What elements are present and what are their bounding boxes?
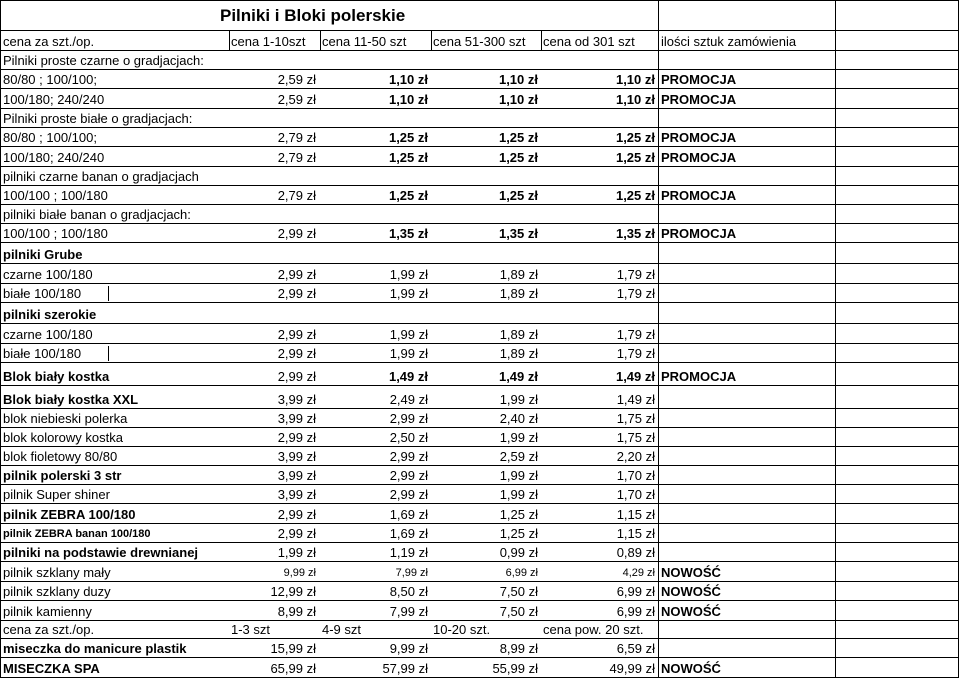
grid-line bbox=[0, 69, 959, 70]
product-name: 80/80 ; 100/100; bbox=[3, 72, 97, 87]
grid-line bbox=[541, 30, 542, 50]
section-label: Pilniki proste czarne o gradjacjach: bbox=[3, 53, 204, 68]
status-note bbox=[658, 638, 838, 657]
price-tier-3: 2,59 zł bbox=[499, 449, 538, 464]
grid-line bbox=[0, 30, 959, 31]
table-row bbox=[0, 185, 959, 204]
price-tier-3: 1,35 zł bbox=[498, 226, 538, 241]
status-note: PROMOCJA bbox=[661, 92, 737, 107]
grid-line bbox=[0, 323, 959, 324]
section-label: Pilniki proste białe o gradjacjach: bbox=[3, 111, 193, 126]
status-note bbox=[658, 263, 838, 283]
price-tier-3: 7,50 zł bbox=[499, 584, 538, 599]
subheader-row bbox=[0, 620, 959, 638]
product-name: 100/180; 240/240 bbox=[3, 150, 105, 165]
table-row bbox=[0, 523, 959, 542]
product-name: cena za szt./op. bbox=[3, 622, 95, 637]
price-tier-4: 1,15 zł bbox=[616, 526, 655, 541]
grid-line bbox=[0, 542, 959, 543]
product-name: 80/80 ; 100/100; bbox=[3, 130, 97, 145]
price-tier-3: 0,99 zł bbox=[499, 545, 538, 560]
header-order-quantity: ilości sztuk zamówienia bbox=[661, 34, 797, 49]
header-price-tier-4: cena od 301 szt bbox=[543, 34, 635, 49]
price-tier-3: 1,25 zł bbox=[499, 526, 538, 541]
price-tier-3: 1,25 zł bbox=[498, 188, 538, 203]
status-note: NOWOŚĆ bbox=[661, 565, 721, 580]
price-tier-2: 2,99 zł bbox=[389, 449, 428, 464]
price-tier-4: 0,89 zł bbox=[616, 545, 655, 560]
price-tier-1: 2,99 zł bbox=[277, 369, 316, 384]
grid-line bbox=[0, 146, 959, 147]
price-tier-3: 1,89 zł bbox=[499, 327, 538, 342]
grid-line bbox=[0, 88, 959, 89]
table-row bbox=[0, 385, 959, 408]
product-name: Blok biały kostka bbox=[3, 369, 110, 384]
price-tier-2: 7,99 zł bbox=[389, 604, 428, 619]
price-tier-2: 7,99 zł bbox=[395, 567, 428, 579]
grid-line bbox=[0, 362, 959, 363]
status-note bbox=[658, 503, 838, 523]
section-label: pilniki szerokie bbox=[3, 307, 97, 322]
price-tier-2: 1,69 zł bbox=[389, 526, 428, 541]
price-tier-4: 1,49 zł bbox=[615, 369, 655, 384]
price-tier-2: 2,99 zł bbox=[389, 468, 428, 483]
table-row bbox=[0, 343, 959, 362]
price-tier-3: 1,99 zł bbox=[499, 430, 538, 445]
product-name: blok niebieski polerka bbox=[3, 411, 128, 426]
price-tier-3: 1,10 zł bbox=[498, 92, 538, 107]
cell-divider bbox=[108, 286, 109, 301]
price-tier-2: 1,10 zł bbox=[388, 92, 428, 107]
price-tier-2: 2,99 zł bbox=[389, 411, 428, 426]
product-name: pilnik ZEBRA banan 100/180 bbox=[3, 528, 151, 540]
grid-line bbox=[0, 484, 959, 485]
grid-line bbox=[0, 620, 959, 621]
product-name: pilnik szklany duzy bbox=[3, 584, 111, 599]
product-name: miseczka do manicure plastik bbox=[3, 641, 187, 656]
product-name: pilnik polerski 3 str bbox=[3, 468, 122, 483]
price-tier-1: 2,79 zł bbox=[277, 130, 316, 145]
grid-line bbox=[0, 223, 959, 224]
price-tier-1: 2,99 zł bbox=[277, 286, 316, 301]
grid-line bbox=[0, 166, 959, 167]
header-price-tier-2: cena 11-50 szt bbox=[322, 34, 407, 49]
status-note: PROMOCJA bbox=[661, 130, 737, 145]
price-tier-2: 1,99 zł bbox=[389, 267, 428, 282]
status-note: NOWOŚĆ bbox=[661, 661, 721, 676]
status-note bbox=[658, 484, 838, 503]
status-note: PROMOCJA bbox=[661, 369, 737, 384]
price-tier-4: 6,59 zł bbox=[616, 641, 655, 656]
grid-line bbox=[0, 185, 959, 186]
table-row bbox=[0, 223, 959, 242]
price-tier-1: 3,99 zł bbox=[277, 487, 316, 502]
grid-line bbox=[0, 263, 959, 264]
price-tier-3: 1,25 zł bbox=[498, 130, 538, 145]
price-tier-1: 2,99 zł bbox=[277, 430, 316, 445]
table-row bbox=[0, 561, 959, 581]
product-name: blok kolorowy kostka bbox=[3, 430, 123, 445]
cell-divider bbox=[108, 346, 109, 361]
price-tier-1: 2,99 zł bbox=[277, 507, 316, 522]
table-row bbox=[0, 263, 959, 283]
status-note bbox=[658, 542, 838, 561]
grid-line bbox=[0, 561, 959, 562]
price-tier-4: 1,25 zł bbox=[615, 188, 655, 203]
price-tier-2: 1,99 zł bbox=[389, 327, 428, 342]
price-tier-4: 2,20 zł bbox=[616, 449, 655, 464]
price-tier-2: 1,25 zł bbox=[388, 150, 428, 165]
price-tier-4: 1,75 zł bbox=[616, 430, 655, 445]
price-tier-2: 9,99 zł bbox=[389, 641, 428, 656]
grid-line bbox=[0, 242, 959, 243]
subheader-tier-4: cena pow. 20 szt. bbox=[543, 622, 644, 637]
status-note: PROMOCJA bbox=[661, 226, 737, 241]
price-tier-3: 1,10 zł bbox=[498, 72, 538, 87]
price-tier-1: 8,99 zł bbox=[277, 604, 316, 619]
price-tier-2: 1,99 zł bbox=[389, 346, 428, 361]
table-row bbox=[0, 362, 959, 385]
grid-line bbox=[229, 30, 230, 50]
price-tier-4: 4,29 zł bbox=[622, 567, 655, 579]
price-tier-3: 1,25 zł bbox=[498, 150, 538, 165]
grid-line bbox=[0, 581, 959, 582]
price-tier-1: 9,99 zł bbox=[283, 567, 316, 579]
price-tier-4: 1,25 zł bbox=[615, 150, 655, 165]
status-note: NOWOŚĆ bbox=[661, 584, 721, 599]
price-tier-4: 1,70 zł bbox=[616, 487, 655, 502]
grid-line bbox=[0, 108, 959, 109]
section-row bbox=[0, 108, 959, 127]
status-note bbox=[658, 446, 838, 465]
status-note bbox=[658, 427, 838, 446]
table-row bbox=[0, 283, 959, 302]
status-note bbox=[658, 343, 838, 362]
status-note bbox=[658, 523, 838, 542]
price-tier-1: 65,99 zł bbox=[270, 661, 316, 676]
price-tier-1: 2,79 zł bbox=[277, 150, 316, 165]
price-tier-4: 1,70 zł bbox=[616, 468, 655, 483]
grid-line bbox=[0, 204, 959, 205]
status-note: PROMOCJA bbox=[661, 72, 737, 87]
price-tier-2: 8,50 zł bbox=[389, 584, 428, 599]
status-note bbox=[658, 465, 838, 484]
table-row bbox=[0, 323, 959, 343]
grid-line bbox=[0, 638, 959, 639]
grid-line bbox=[0, 283, 959, 284]
grid-line bbox=[0, 385, 959, 386]
product-name: blok fioletowy 80/80 bbox=[3, 449, 118, 464]
price-tier-3: 7,50 zł bbox=[499, 604, 538, 619]
price-tier-2: 1,49 zł bbox=[388, 369, 428, 384]
price-tier-3: 1,99 zł bbox=[499, 468, 538, 483]
table-row bbox=[0, 446, 959, 465]
table-row bbox=[0, 581, 959, 600]
table-row bbox=[0, 503, 959, 523]
table-row bbox=[0, 657, 959, 677]
grid-line bbox=[431, 30, 432, 50]
header-row bbox=[0, 30, 959, 50]
table-row bbox=[0, 127, 959, 146]
price-tier-1: 15,99 zł bbox=[270, 641, 316, 656]
grid-line bbox=[0, 446, 959, 447]
price-tier-4: 1,79 zł bbox=[616, 346, 655, 361]
price-tier-4: 1,10 zł bbox=[615, 92, 655, 107]
section-row bbox=[0, 242, 959, 263]
table-row bbox=[0, 408, 959, 427]
price-tier-2: 1,25 zł bbox=[388, 188, 428, 203]
price-tier-4: 1,79 zł bbox=[616, 267, 655, 282]
table-row bbox=[0, 427, 959, 446]
grid-line bbox=[0, 523, 959, 524]
subheader-tier-3: 10-20 szt. bbox=[433, 622, 491, 637]
section-label: pilniki białe banan o gradjacjach: bbox=[3, 207, 191, 222]
price-tier-1: 2,99 zł bbox=[277, 526, 316, 541]
product-name: czarne 100/180 bbox=[3, 327, 93, 342]
status-note bbox=[658, 283, 838, 302]
grid-line bbox=[0, 0, 1, 678]
status-note bbox=[658, 385, 838, 408]
price-tier-4: 6,99 zł bbox=[616, 604, 655, 619]
price-tier-2: 1,25 zł bbox=[388, 130, 428, 145]
table-row bbox=[0, 465, 959, 484]
price-tier-4: 6,99 zł bbox=[616, 584, 655, 599]
status-note: PROMOCJA bbox=[661, 150, 737, 165]
price-tier-2: 2,99 zł bbox=[389, 487, 428, 502]
price-tier-3: 1,89 zł bbox=[499, 267, 538, 282]
section-row bbox=[0, 302, 959, 323]
price-tier-1: 2,99 zł bbox=[277, 267, 316, 282]
price-tier-2: 1,19 zł bbox=[389, 545, 428, 560]
section-label: pilniki Grube bbox=[3, 247, 83, 262]
price-tier-2: 2,49 zł bbox=[389, 392, 428, 407]
price-tier-2: 57,99 zł bbox=[382, 661, 428, 676]
table-row bbox=[0, 69, 959, 88]
price-tier-1: 2,99 zł bbox=[277, 346, 316, 361]
grid-line bbox=[0, 600, 959, 601]
price-tier-4: 49,99 zł bbox=[609, 661, 655, 676]
product-name: białe 100/180 bbox=[3, 346, 82, 361]
price-tier-1: 2,59 zł bbox=[277, 72, 316, 87]
section-row bbox=[0, 204, 959, 223]
price-tier-1: 3,99 zł bbox=[277, 468, 316, 483]
price-tier-3: 1,25 zł bbox=[499, 507, 538, 522]
table-row bbox=[0, 146, 959, 166]
subheader-tier-1: 1-3 szt bbox=[231, 622, 271, 637]
status-note bbox=[658, 408, 838, 427]
price-tier-3: 1,89 zł bbox=[499, 346, 538, 361]
price-tier-2: 1,99 zł bbox=[389, 286, 428, 301]
product-name: 100/100 ; 100/180 bbox=[3, 188, 108, 203]
price-tier-2: 1,35 zł bbox=[388, 226, 428, 241]
price-tier-3: 1,99 zł bbox=[499, 487, 538, 502]
section-label: pilniki czarne banan o gradjacjach bbox=[3, 169, 199, 184]
price-tier-3: 6,99 zł bbox=[505, 567, 538, 579]
product-name: 100/180; 240/240 bbox=[3, 92, 105, 107]
grid-line bbox=[835, 0, 836, 678]
price-tier-3: 55,99 zł bbox=[492, 661, 538, 676]
price-tier-2: 1,10 zł bbox=[388, 72, 428, 87]
grid-line bbox=[0, 0, 959, 1]
price-tier-4: 1,79 zł bbox=[616, 327, 655, 342]
grid-line bbox=[0, 427, 959, 428]
status-note bbox=[658, 323, 838, 343]
price-tier-1: 12,99 zł bbox=[270, 584, 316, 599]
grid-line bbox=[0, 127, 959, 128]
price-tier-4: 1,35 zł bbox=[615, 226, 655, 241]
price-tier-1: 1,99 zł bbox=[277, 545, 316, 560]
product-name: Blok biały kostka XXL bbox=[3, 392, 139, 407]
product-name: pilniki na podstawie drewnianej bbox=[3, 545, 199, 560]
price-tier-3: 1,99 zł bbox=[499, 392, 538, 407]
status-note: NOWOŚĆ bbox=[661, 604, 721, 619]
section-row bbox=[0, 166, 959, 185]
product-name: MISECZKA SPA bbox=[3, 661, 100, 676]
table-row bbox=[0, 542, 959, 561]
price-tier-4: 1,15 zł bbox=[616, 507, 655, 522]
status-note: PROMOCJA bbox=[661, 188, 737, 203]
table-row bbox=[0, 638, 959, 657]
price-tier-2: 1,69 zł bbox=[389, 507, 428, 522]
price-tier-3: 8,99 zł bbox=[499, 641, 538, 656]
price-tier-4: 1,49 zł bbox=[616, 392, 655, 407]
price-tier-1: 2,79 zł bbox=[277, 188, 316, 203]
price-tier-1: 3,99 zł bbox=[277, 392, 316, 407]
price-tier-1: 2,99 zł bbox=[277, 327, 316, 342]
price-tier-1: 3,99 zł bbox=[277, 411, 316, 426]
price-tier-4: 1,75 zł bbox=[616, 411, 655, 426]
grid-line bbox=[0, 50, 959, 51]
section-row bbox=[0, 50, 959, 69]
price-tier-1: 2,59 zł bbox=[277, 92, 316, 107]
product-name: czarne 100/180 bbox=[3, 267, 93, 282]
product-name: pilnik szklany mały bbox=[3, 565, 111, 580]
product-name: 100/100 ; 100/180 bbox=[3, 226, 108, 241]
header-price-tier-1: cena 1-10szt bbox=[231, 34, 306, 49]
grid-line bbox=[658, 0, 659, 678]
grid-line bbox=[0, 503, 959, 504]
status-note bbox=[658, 620, 833, 638]
header-unit-price: cena za szt./op. bbox=[3, 34, 95, 49]
product-name: pilnik Super shiner bbox=[3, 487, 110, 502]
price-tier-4: 1,10 zł bbox=[615, 72, 655, 87]
product-name: białe 100/180 bbox=[3, 286, 82, 301]
grid-line bbox=[0, 465, 959, 466]
price-tier-4: 1,79 zł bbox=[616, 286, 655, 301]
grid-line bbox=[0, 302, 959, 303]
price-tier-3: 1,49 zł bbox=[498, 369, 538, 384]
price-tier-3: 2,40 zł bbox=[499, 411, 538, 426]
table-row bbox=[0, 600, 959, 620]
subheader-tier-2: 4-9 szt bbox=[322, 622, 362, 637]
sheet-title: Pilniki i Bloki polerskie bbox=[220, 6, 406, 25]
table-row bbox=[0, 88, 959, 108]
product-name: pilnik ZEBRA 100/180 bbox=[3, 507, 136, 522]
price-tier-2: 2,50 zł bbox=[389, 430, 428, 445]
price-tier-1: 3,99 zł bbox=[277, 449, 316, 464]
grid-line bbox=[0, 677, 959, 678]
header-price-tier-3: cena 51-300 szt bbox=[433, 34, 526, 49]
grid-line bbox=[0, 343, 959, 344]
grid-line bbox=[320, 30, 321, 50]
price-tier-4: 1,25 zł bbox=[615, 130, 655, 145]
product-name: pilnik kamienny bbox=[3, 604, 92, 619]
grid-line bbox=[0, 408, 959, 409]
price-tier-3: 1,89 zł bbox=[499, 286, 538, 301]
grid-line bbox=[0, 657, 959, 658]
price-tier-1: 2,99 zł bbox=[277, 226, 316, 241]
table-row bbox=[0, 484, 959, 503]
